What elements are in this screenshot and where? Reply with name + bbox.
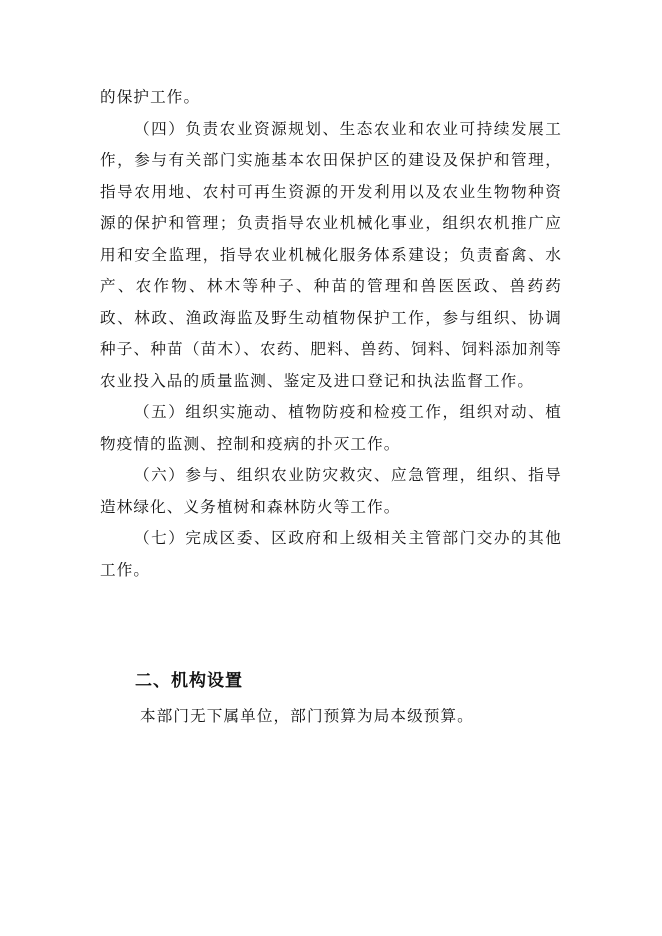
- body-text: [100, 82, 562, 586]
- paragraph-continuation: 的保护工作。: [100, 88, 201, 106]
- paragraph-item-7: （七）完成区委、区政府和上级相关主管部门交办的其他工作。: [100, 529, 562, 579]
- section-body: 本部门无下属单位，部门预算为局本级预算。: [140, 707, 474, 725]
- paragraph-item-6: （六）参与、组织农业防灾救灾、应急管理，组织、指导造林绿化、义务植树和森林防火等工作。: [100, 466, 562, 516]
- paragraph-item-5: （五）组织实施动、植物防疫和检疫工作，组织对动、植物疫情的监测、控制和疫病的扑灭工作。: [100, 403, 562, 453]
- section-heading: 二、机构设置: [135, 671, 243, 691]
- paragraph-item-4: （四）负责农业资源规划、生态农业和农业可持续发展工作，参与有关部门实施基本农田保护区的建设及保护和管理，指导农用地、农村可再生资源的开发利用以及农业生物物种资源的保护和管理；负责指导农业机械化事业，组织农机推广应用和安全监理，指导农业机械化服务体系建设；负责畜禽、水产、农作物、林木等种子、种苗的管理和兽医医政、兽药药政、林政、渔政海监及野生动植物保护工作，参与组织、协调种子、种苗（苗木）、农药、肥料、兽药、饲料、饲料添加剂等农业投入品的质量监测、鉴定及进口登记和执法监督工作。: [100, 119, 562, 390]
